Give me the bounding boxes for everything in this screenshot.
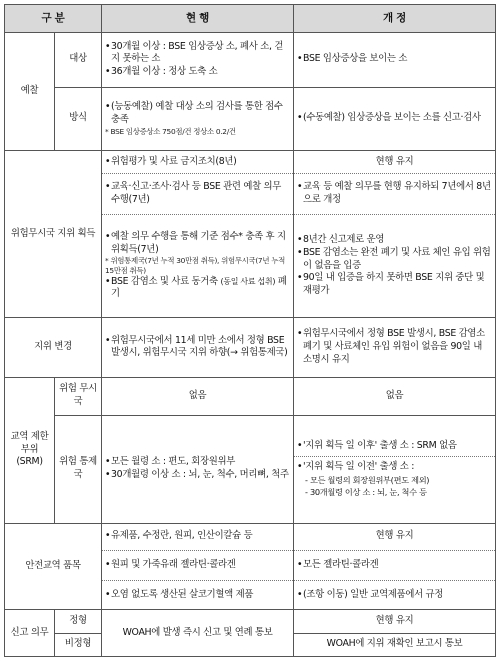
current-cell (102, 523, 294, 551)
list-item: • (조항 이동) 일반 교역제품에서 규정 (297, 589, 492, 602)
footnote: * BSE 임상증상소 750점/건 정상소 0.2/건 (105, 126, 236, 136)
table-row (5, 415, 496, 523)
list-item: • 위험평가 및 사료 금지조치(8년) (105, 156, 290, 169)
header-row (5, 5, 496, 33)
list-item-note: (동일 사료 섭취) (220, 276, 276, 286)
revised-subblock (294, 436, 495, 458)
table-row (5, 87, 496, 151)
list-item: • 위험무시국에서 11세 미만 소에서 정형 BSE 발생시, 위험무시국 지위 하향(→ 위험통제국) (105, 335, 290, 360)
current-cell (102, 318, 294, 377)
list-item: • 30개월 이상 : BSE 임상증상 소, 폐사 소, 걷지 못하는 소 (105, 41, 290, 66)
list-item: • '지위 획득 일 이전' 출생 소 : (297, 461, 492, 474)
sub-label-classical: 정형 (55, 610, 102, 633)
sub-label-atypical: 비정형 (55, 633, 102, 656)
footnote: * 위험통제국(7년 누적 30만점 취득), 위험무시국(7년 누적 15만점 취득) (105, 256, 285, 275)
revised-cell: WOAH에 지위 재확인 보고시 통보 (294, 633, 496, 656)
comparison-table (4, 4, 496, 657)
list-item: • BSE 감염소는 완전 폐기 및 사료 체인 유입 위험이 없음을 입증 (297, 247, 492, 272)
revised-cell (294, 580, 496, 610)
regulation-comparison-document (4, 4, 495, 657)
list-item: • (능동예찰) 예찰 대상 소의 검사를 통한 점수 충족 (105, 101, 290, 126)
section-label-reporting: 신고 의무 (5, 610, 55, 657)
revised-cell: 없음 (294, 377, 496, 415)
list-item: • 8년간 신고제로 운영 (297, 234, 492, 247)
current-cell (102, 87, 294, 151)
list-item: • 36개월 이상 : 정상 도축 소 (105, 66, 290, 79)
sub-item: - 모든 월령의 회장원위부(편도 제외) (305, 474, 430, 485)
current-cell (102, 580, 294, 610)
current-cell: WOAH에 발생 즉시 신고 및 연례 통보 (102, 610, 294, 657)
list-item: • (수동예찰) 임상증상을 보이는 소를 신고·검사 (297, 112, 492, 125)
header-category: 구 분 (5, 5, 102, 33)
list-item (105, 276, 290, 301)
list-item: • 유제품, 수정란, 원피, 인산이칼슘 등 (105, 530, 290, 543)
list-item: • 교육 등 예찰 의무를 현행 유지하되 7년에서 8년으로 개정 (297, 181, 492, 206)
list-item: • 교육·신고·조사·검사 등 BSE 관련 예찰 의무 수행(7년) (105, 181, 290, 206)
header-revised: 개 정 (294, 5, 496, 33)
revised-cell (294, 551, 496, 581)
table-row (5, 523, 496, 551)
list-item: • BSE 임상증상을 보이는 소 (297, 53, 492, 66)
section-label-srm: 교역 제한부위 (SRM) (5, 377, 55, 523)
sub-item: - 30개월령 이상 소 : 뇌, 눈, 척수 등 (305, 487, 427, 498)
section-label-safe-trade: 안전교역 품목 (5, 523, 102, 610)
section-label-status-acquisition: 위험무시국 지위 획득 (5, 151, 102, 318)
table-row (5, 318, 496, 377)
table-row (5, 377, 496, 415)
revised-cell: 현행 유지 (294, 151, 496, 174)
current-cell (102, 174, 294, 214)
sub-label-controlled: 위험 통제국 (55, 415, 102, 523)
current-cell (102, 415, 294, 523)
table-row (5, 32, 496, 87)
table-row (5, 151, 496, 174)
sub-label-target: 대상 (55, 32, 102, 87)
list-item-text: 폐기 (111, 275, 287, 300)
list-item: • 예찰 의무 수행을 통해 기준 점수* 충족 후 지위획득(7년) (105, 231, 290, 256)
revised-cell (294, 415, 496, 523)
list-item: • 모든 월령 소 : 편도, 회장원위부 (105, 456, 290, 469)
list-item-text: BSE 감염소 및 사료 동거축 (111, 275, 218, 287)
list-item: • 90일 내 입증을 하지 못하면 BSE 지위 중단 및 재평가 (297, 272, 492, 297)
current-cell (102, 214, 294, 318)
revised-cell (294, 87, 496, 151)
revised-cell: 현행 유지 (294, 610, 496, 633)
revised-cell (294, 214, 496, 318)
revised-cell: 현행 유지 (294, 523, 496, 551)
revised-cell (294, 32, 496, 87)
header-current: 현 행 (102, 5, 294, 33)
section-label-surveillance: 예찰 (5, 32, 55, 151)
current-cell (102, 551, 294, 581)
table-row (5, 610, 496, 633)
list-item: • 오염 없도록 생산된 살코기혈액 제품 (105, 589, 290, 602)
sub-label-method: 방식 (55, 87, 102, 151)
list-item: • 30개월령 이상 소 : 뇌, 눈, 척수, 머리뼈, 척주 (105, 469, 290, 482)
current-cell: 없음 (102, 377, 294, 415)
sub-label-negligible: 위험 무시국 (55, 377, 102, 415)
revised-cell (294, 174, 496, 214)
list-item: • 원피 및 가죽유래 젤라틴·콜라겐 (105, 559, 290, 572)
list-item: • '지위 획득 일 이후' 출생 소 : SRM 없음 (297, 440, 492, 453)
list-item: • 모든 젤라틴·콜라겐 (297, 559, 492, 572)
current-cell (102, 32, 294, 87)
current-cell (102, 151, 294, 174)
section-label-status-change: 지위 변경 (5, 318, 102, 377)
list-item: • 위험무시국에서 정형 BSE 발생시, BSE 감염소 폐기 및 사료체인 유입 위험이 없음을 90일 내 소명시 유지 (297, 328, 492, 366)
revised-cell (294, 318, 496, 377)
revised-subblock (294, 457, 495, 502)
